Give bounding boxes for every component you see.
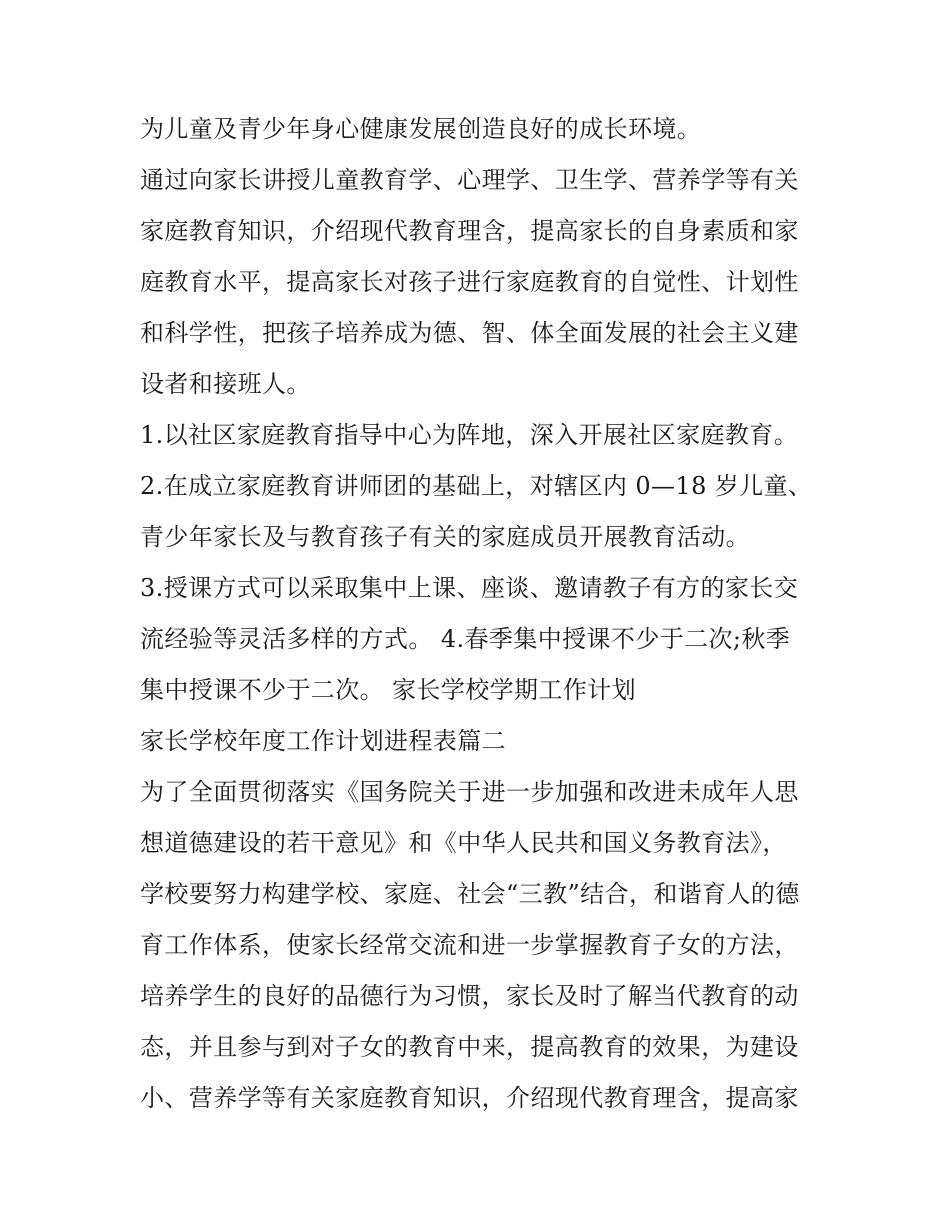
text-line: 为儿童及青少年身心健康发展创造良好的成长环境。	[140, 115, 702, 143]
text-line: 培养学生的良好的品德行为习惯，家长及时了解当代教育的动	[140, 982, 799, 1010]
text-line: 2.在成立家庭教育讲师团的基础上，对辖区内 0—18 岁儿童、	[140, 472, 813, 500]
text-line: 态，并且参与到对子女的教育中来，提高教育的效果，为建设	[140, 1033, 799, 1061]
text-line: 青少年家长及与教育孩子有关的家庭成员开展教育活动。	[140, 523, 750, 551]
text-line: 流经验等灵活多样的方式。 4.春季集中授课不少于二次;秋季	[140, 625, 791, 653]
text-line: 和科学性，把孩子培养成为德、智、体全面发展的社会主义建	[140, 319, 799, 347]
text-line: 想道德建设的若干意见》和《中华人民共和国义务教育法》，	[140, 829, 787, 857]
text-line: 设者和接班人。	[140, 370, 311, 398]
text-line: 小、营养学等有关家庭教育知识，介绍现代教育理含，提高家	[140, 1084, 799, 1112]
text-line: 3.授课方式可以采取集中上课、座谈、邀请教子有方的家长交	[140, 574, 799, 602]
text-line: 通过向家长讲授儿童教育学、心理学、卫生学、营养学等有关	[140, 166, 799, 194]
text-line: 为了全面贯彻落实《国务院关于进一步加强和改进未成年人思	[140, 778, 799, 806]
text-line: 1.以社区家庭教育指导中心为阵地，深入开展社区家庭教育。	[140, 421, 799, 449]
text-line: 家庭教育知识，介绍现代教育理含，提高家长的自身素质和家	[140, 217, 799, 245]
text-line: 庭教育水平，提高家长对孩子进行家庭教育的自觉性、计划性	[140, 268, 799, 296]
section-heading: 家长学校年度工作计划进程表篇二	[140, 727, 506, 755]
text-line: 集中授课不少于二次。 家长学校学期工作计划	[140, 676, 637, 704]
text-line: 学校要努力构建学校、家庭、社会“三教”结合，和谐育人的德	[140, 880, 800, 908]
text-line: 育工作体系，使家长经常交流和进一步掌握教育子女的方法，	[140, 931, 799, 959]
document-body	[140, 104, 820, 1124]
